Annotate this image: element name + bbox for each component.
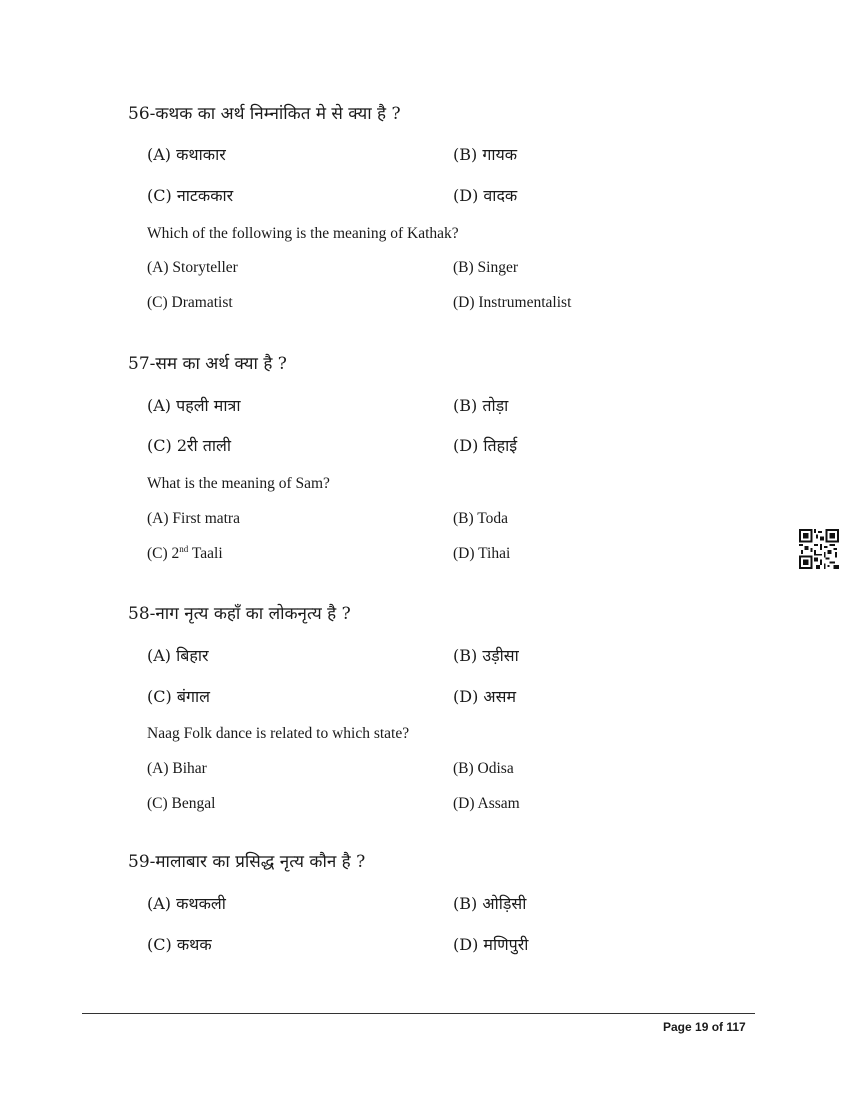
q58-option-b-en: (B) Odisa [453, 760, 514, 777]
q58-option-b-hi: (B) उड़ीसा [453, 646, 519, 665]
q57-option-b-en: (B) Toda [453, 510, 509, 527]
q56-option-b-hi: (B) गायक [453, 145, 518, 164]
q58-option-c-hi: (C) बंगाल [147, 687, 210, 706]
page-number: Page 19 of 117 [663, 1020, 746, 1034]
question-59-title: 59-मालाबार का प्रसिद्ध नृत्य कौन है ? [128, 852, 366, 872]
q56-option-d-en: (D) Instrumentalist [453, 294, 572, 311]
q58-option-a-en: (A) Bihar [147, 760, 207, 777]
question-57-title: 57-सम का अर्थ क्या है ? [128, 354, 287, 374]
q59-option-d-hi: (D) मणिपुरी [453, 935, 529, 954]
question-56-title: 56-कथक का अर्थ निम्नांकित मे से क्या है ? [128, 104, 401, 124]
q56-option-a-en: (A) Storyteller [147, 259, 238, 276]
q58-option-d-hi: (D) असम [453, 687, 517, 706]
q56-option-c-hi: (C) नाटककार [147, 186, 234, 205]
question-58-english: Naag Folk dance is related to which state? [147, 725, 410, 742]
q58-option-d-en: (D) Assam [453, 795, 520, 812]
q57-option-d-hi: (D) तिहाई [453, 436, 518, 455]
q57-option-a-hi: (A) पहली मात्रा [147, 396, 241, 415]
q56-option-d-hi: (D) वादक [453, 186, 518, 205]
q59-option-c-hi: (C) कथक [147, 935, 212, 954]
q57-option-a-en: (A) First matra [147, 510, 240, 527]
q57-option-d-en: (D) Tihai [453, 545, 511, 562]
question-56-english: Which of the following is the meaning of Kathak? [147, 225, 459, 242]
qr-code-icon [799, 529, 839, 569]
q57-option-b-hi: (B) तोड़ा [453, 396, 509, 415]
q57-option-c-hi: (C) 2री ताली [147, 436, 232, 455]
question-58-title: 58-नाग नृत्य कहाँ का लोकनृत्य है ? [128, 604, 351, 624]
q56-option-a-hi: (A) कथाकार [147, 145, 226, 164]
question-57-english: What is the meaning of Sam? [147, 475, 330, 492]
q58-option-a-hi: (A) बिहार [147, 646, 209, 665]
q57-option-c-en: (C) 2nd Taali [147, 543, 223, 562]
footer-rule [82, 1013, 755, 1014]
q56-option-c-en: (C) Dramatist [147, 294, 233, 311]
q56-option-b-en: (B) Singer [453, 259, 519, 276]
q58-option-c-en: (C) Bengal [147, 795, 216, 812]
q59-option-b-hi: (B) ओड़िसी [453, 894, 527, 913]
q59-option-a-hi: (A) कथकली [147, 894, 226, 913]
